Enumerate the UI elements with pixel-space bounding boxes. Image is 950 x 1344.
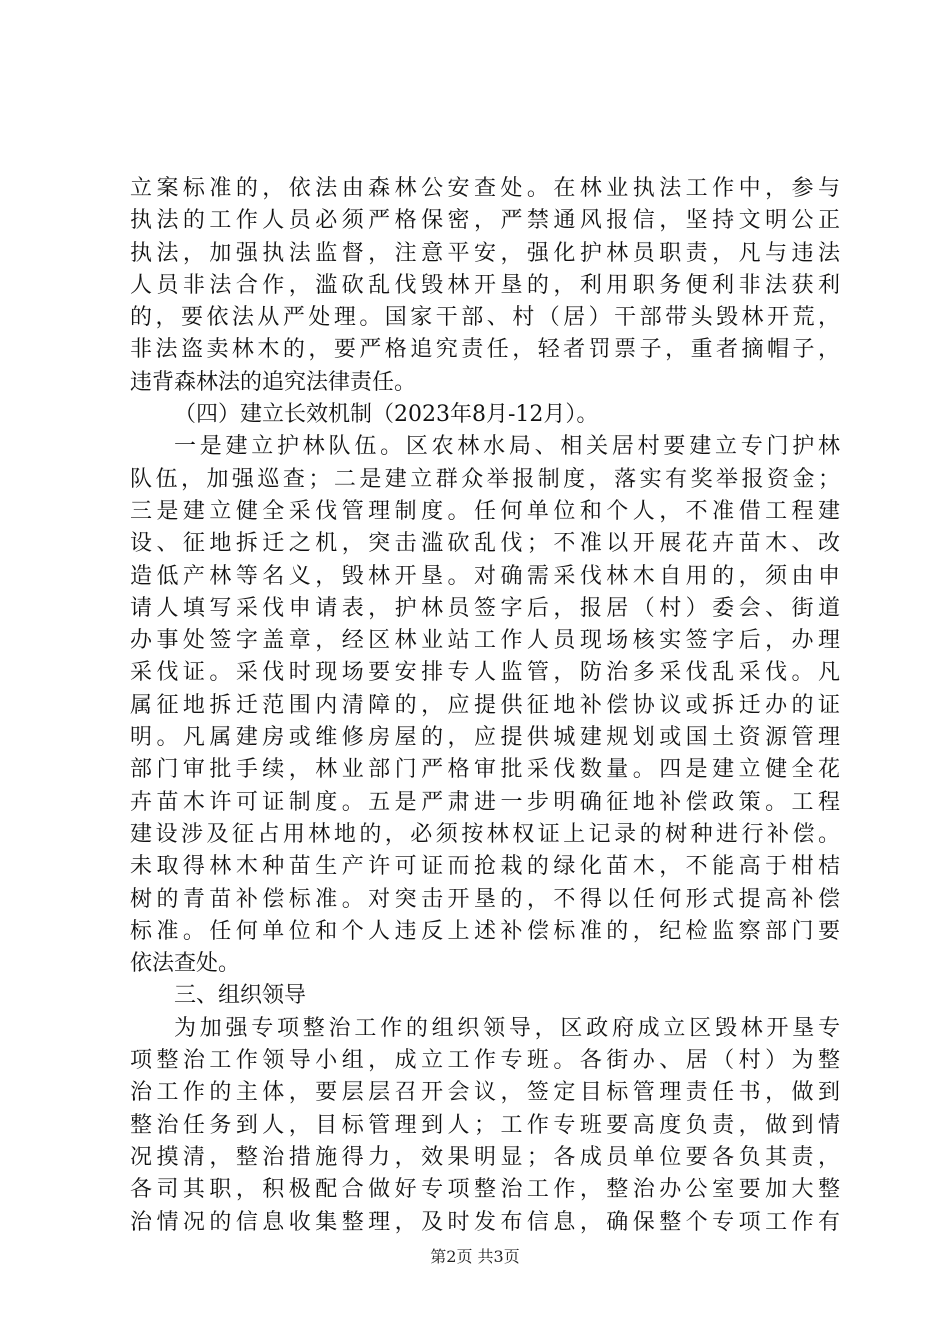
text-line: 建设涉及征占用林地的，必须按林权证上记录的树种进行补偿。 [130,821,840,847]
text-line: 执法，加强执法监督，注意平安，强化护林员职责，凡与违法 [130,240,840,266]
text-line: 为加强专项整治工作的组织领导，区政府成立区毁林开垦专 [174,1015,840,1041]
text-line: 一是建立护林队伍。区农林水局、相关居村要建立专门护林 [174,434,840,460]
document-body [130,173,840,1239]
text-line: 请人填写采伐申请表，护林员签字后，报居（村）委会、街道 [130,595,840,621]
text-line: 造低产林等名义，毁林开垦。对确需采伐林木自用的，须由申 [130,563,840,589]
text-line: 卉苗木许可证制度。五是严肃进一步明确征地补偿政策。工程 [130,789,840,815]
page-footer: 第2页 共3页 [430,1247,520,1266]
text-line: 各司其职，积极配合做好专项整治工作，整治办公室要加大整 [130,1177,840,1203]
text-line: 执法的工作人员必须严格保密，严禁通风报信，坚持文明公正 [130,208,840,234]
text-line: 队伍，加强巡查；二是建立群众举报制度，落实有奖举报资金； [130,466,840,492]
text-line: 设、征地拆迁之机，突击滥砍乱伐；不准以开展花卉苗木、改 [130,531,840,557]
text-line: 人员非法合作，滥砍乱伐毁林开垦的，利用职务便利非法获利 [130,272,840,298]
text-line: 部门审批手续，林业部门严格审批采伐数量。四是建立健全花 [130,757,840,783]
text-line: 树的青苗补偿标准。对突击开垦的，不得以任何形式提高补偿 [130,886,840,912]
text-line: 治情况的信息收集整理，及时发布信息，确保整个专项工作有 [130,1209,840,1235]
text-line: 明。凡属建房或维修房屋的，应提供城建规划或国土资源管理 [130,725,840,751]
text-line: 属征地拆迁范围内清障的，应提供征地补偿协议或拆迁办的证 [130,692,840,718]
text-line: 况摸清，整治措施得力，效果明显；各成员单位要各负其责， [130,1144,840,1170]
section-heading: 三、组织领导 [174,983,307,1009]
text-line: 非法盗卖林木的，要严格追究责任，轻者罚票子，重者摘帽子， [130,337,840,363]
text-line: 的，要依法从严处理。国家干部、村（居）干部带头毁林开荒， [130,305,840,331]
text-line: 标准。任何单位和个人违反上述补偿标准的，纪检监察部门要 [130,918,840,944]
text-line: 治工作的主体，要层层召开会议，签定目标管理责任书，做到 [130,1080,840,1106]
text-line: 立案标准的，依法由森林公安查处。在林业执法工作中，参与 [130,176,840,201]
section-heading: （四）建立长效机制（2023年8月-12月）。 [174,402,599,428]
text-line: 依法查处。 [130,951,241,977]
text-line: 整治任务到人，目标管理到人；工作专班要高度负责，做到情 [130,1112,840,1138]
text-line: 三是建立健全采伐管理制度。任何单位和个人，不准借工程建 [130,498,840,524]
text-line: 项整治工作领导小组，成立工作专班。各街办、居（村）为整 [130,1048,840,1074]
text-line: 采伐证。采伐时现场要安排专人监管，防治多采伐乱采伐。凡 [130,660,840,686]
text-line: 未取得林木种苗生产许可证而抢栽的绿化苗木，不能高于柑桔 [130,854,840,880]
text-line: 办事处签字盖章，经区林业站工作人员现场核实签字后，办理 [130,628,840,654]
text-line: 违背森林法的追究法律责任。 [130,369,417,395]
